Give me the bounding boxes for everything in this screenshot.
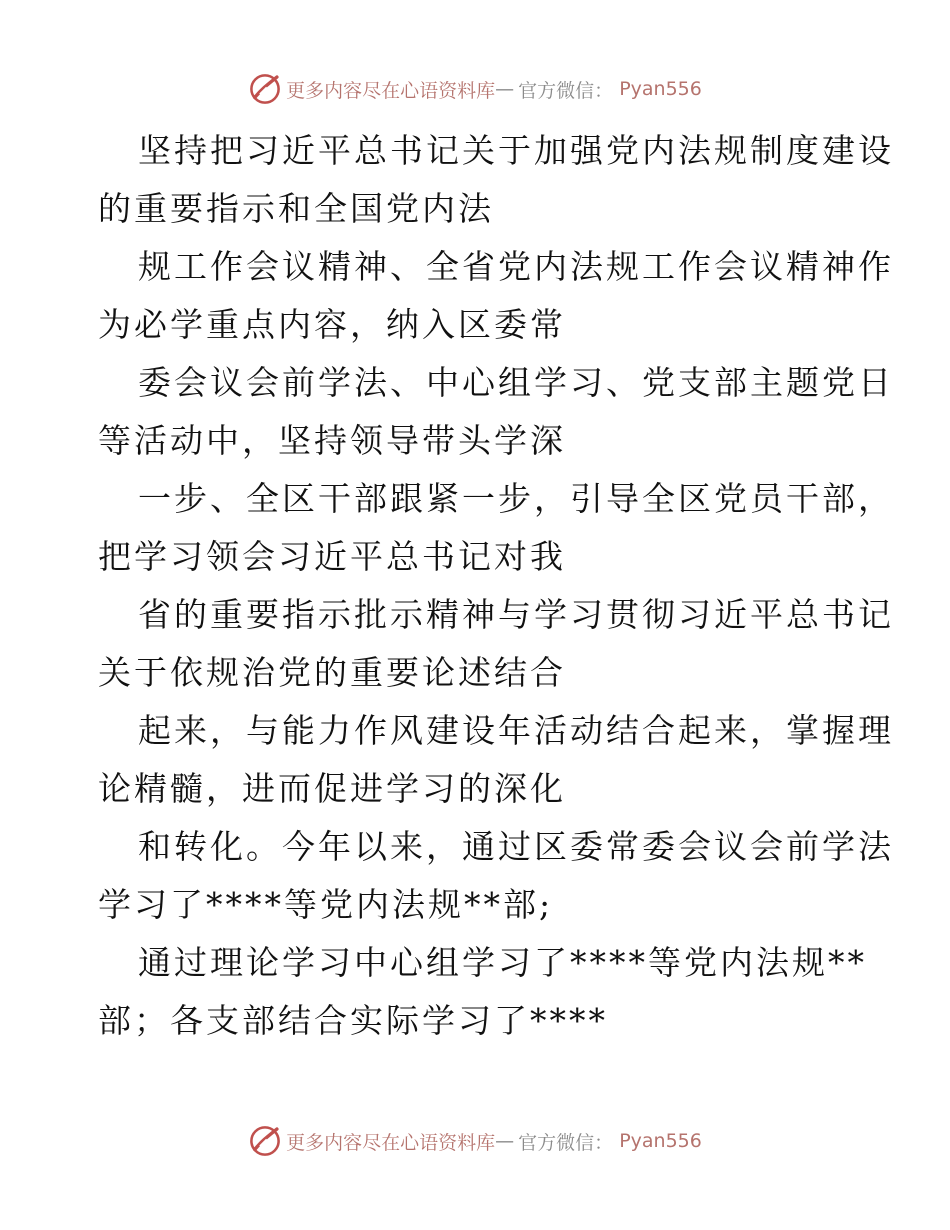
body-line: 论精髓，进而促进学习的深化 <box>98 769 566 808</box>
body-line: 和转化。今年以来，通过区委常委会议会前学法 <box>138 827 894 866</box>
watermark-wechat-label: 官方微信： <box>518 79 614 102</box>
header-watermark <box>0 72 950 106</box>
pen-logo-icon <box>248 72 282 106</box>
body-line: 关于依规治党的重要论述结合 <box>98 653 566 692</box>
body-line: 通过理论学习中心组学习了****等党内法规** <box>138 943 867 982</box>
body-line: 学习了****等党内法规**部; <box>98 885 554 924</box>
watermark-site-text: 更多内容尽在心语资料库 <box>286 79 496 102</box>
footer-watermark <box>0 1124 950 1158</box>
body-line: 省的重要指示批示精神与学习贯彻习近平总书记 <box>138 595 894 634</box>
watermark-dash: — <box>495 1130 515 1152</box>
watermark-dash: — <box>495 78 515 100</box>
body-line: 规工作会议精神、全省党内法规工作会议精神作 <box>138 247 894 286</box>
body-line: 的重要指示和全国党内法 <box>98 189 494 228</box>
body-line: 为必学重点内容，纳入区委常 <box>98 305 566 344</box>
pen-logo-icon <box>248 1124 282 1158</box>
body-line: 把学习领会习近平总书记对我 <box>98 537 566 576</box>
watermark-site-text: 更多内容尽在心语资料库 <box>286 1131 496 1154</box>
body-line: 委会议会前学法、中心组学习、党支部主题党日 <box>138 363 894 402</box>
watermark-wechat-label: 官方微信： <box>518 1131 614 1154</box>
body-line: 一步、全区干部跟紧一步，引导全区党员干部， <box>138 479 894 518</box>
body-line: 部；各支部结合实际学习了**** <box>98 1001 608 1040</box>
document-body <box>98 122 894 1050</box>
body-line: 坚持把习近平总书记关于加强党内法规制度建设 <box>138 131 894 170</box>
body-line: 起来，与能力作风建设年活动结合起来，掌握理 <box>138 711 894 750</box>
watermark-wechat-id: Pyan556 <box>619 78 702 100</box>
body-line: 等活动中，坚持领导带头学深 <box>98 421 566 460</box>
watermark-wechat-id: Pyan556 <box>619 1130 702 1152</box>
